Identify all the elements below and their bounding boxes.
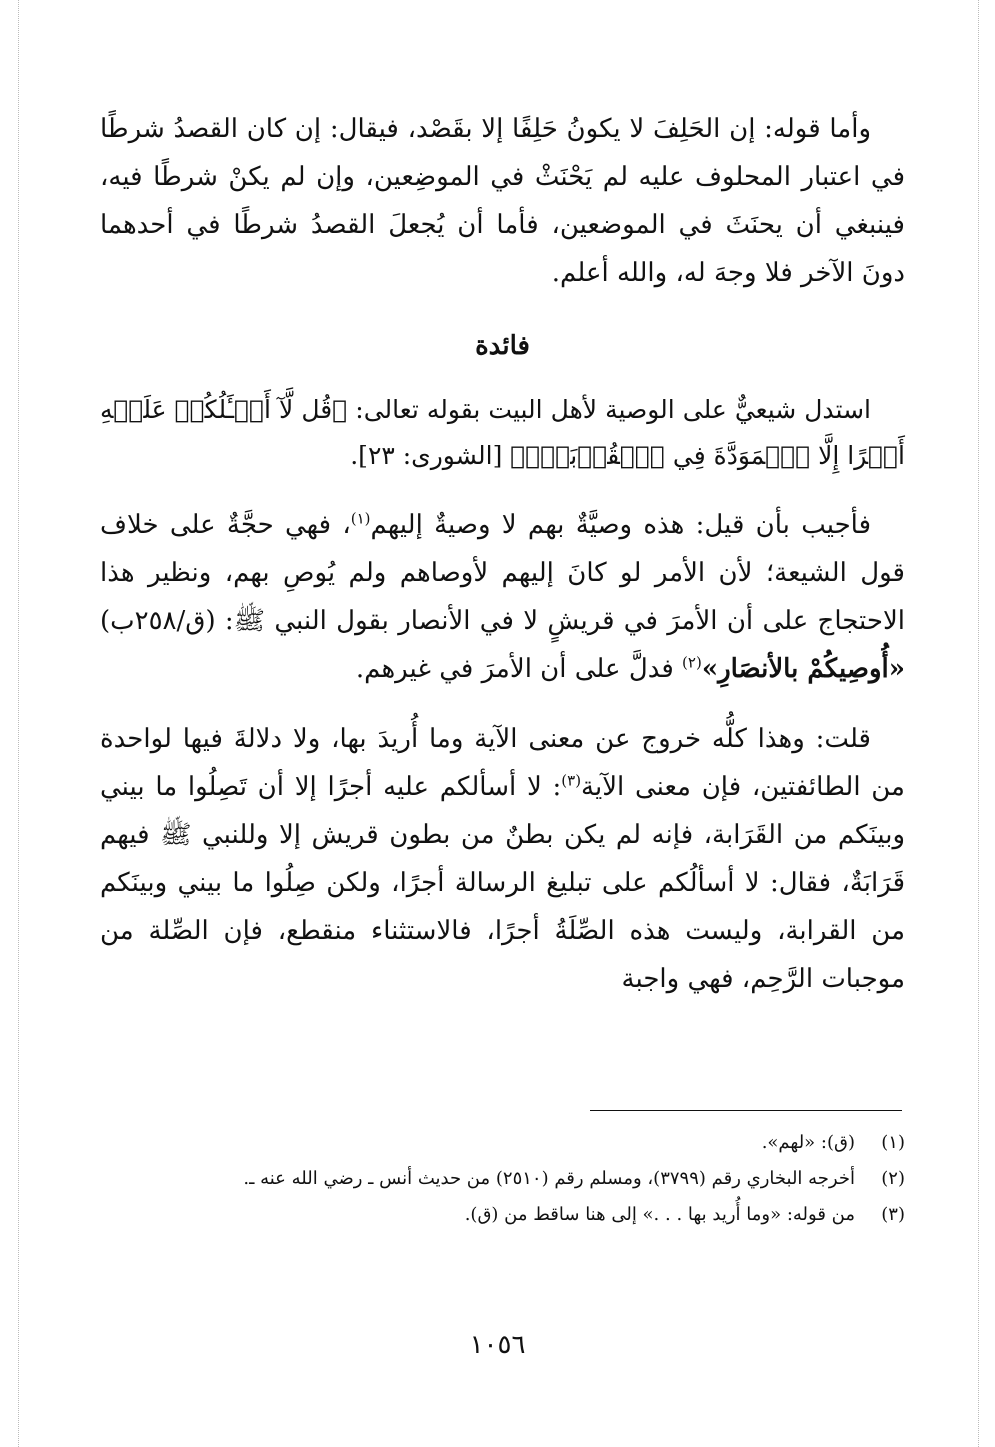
page-edge-right [978,0,979,1447]
paragraph-gap [100,479,905,501]
page-body [100,105,905,1003]
footnote-number: (٢) [881,1168,905,1189]
footnote-marker-2[interactable]: (٢) [682,653,702,672]
quran-reference: [الشورى: ٢٣]. [350,441,511,470]
footnote-item [100,1164,905,1194]
paragraph-gap [100,693,905,715]
page-number: ١٠٥٦ [469,1330,526,1360]
footnote-marker-3[interactable]: (٣) [561,771,582,790]
footnote-text: من قوله: «وما أُريد بها . . .» إلى هنا ساقط من (ق). [464,1204,855,1225]
quran-verse: ﴿قُل لَّآ أَسۡـَٔلُكُمۡ عَلَيۡهِ أَجۡرًا إِلَّا ٱلۡمَوَدَّةَ فِي ٱلۡقُرۡبَىٰۗ﴾ [100,395,905,470]
hadith-quote: «أُوصِيكُمْ بالأنصَارِ» [701,654,905,684]
reply-text-2: ، فهي حجَّةٌ على خلاف قول الشيعة؛ لأن الأمر لو كانَ إليهم لأوصاهم ولم يُوصِ بهم، ونظير هذا الاحتجاج على أن الأمرَ في قريشٍ لا في الأنصار بقول النبي ﷺ: (ق/٢٥٨ب) [100,510,905,636]
footnote-separator [590,1110,902,1111]
footnote-number: (١) [881,1132,905,1153]
paragraph-shia-argument [100,387,905,479]
footnote-item [100,1128,905,1158]
footnote-text: (ق): «لهم». [761,1132,855,1153]
page-edge-left [18,0,19,1447]
paragraph-oath-intent: وأما قوله: إن الحَلِفَ لا يكونُ حَلِفًا إلا بقَصْد، فيقال: إن كان القصدُ شرطًا في اعتبار المحلوف عليه لم يَحْنَثْ في الموضِعين، وإن لم يكنْ شرطًا فيه، فينبغي أن يحنَثَ في الموضعين، فأما أن يُجعلَ القصدُ شرطًا في أحدهما دونَ الآخر فلا وجهَ له، والله أعلم. [100,114,905,288]
comment-text-1: قلت: وهذا كلُّه خروج عن معنى الآية وما أُريدَ بها، ولا دلالةَ فيها لواحدة من الطائفتين، فإن معنى الآية [100,724,905,802]
footnotes [100,1128,905,1236]
footnote-number: (٣) [881,1204,905,1225]
paragraph-author-comment [100,715,905,1003]
footnote-marker-1[interactable]: (١) [350,509,371,528]
reply-text-1: فأجيب بأن قيل: هذه وصيَّةٌ بهم لا وصيةٌ إليهم [370,510,871,540]
footnote-item [100,1200,905,1230]
section-heading: فائدة [475,331,530,361]
comment-text-2: : لا أسألكم عليه أجرًا إلا أن تَصِلُوا ما بيني وبينَكم من القَرَابة، فإنه لم يكن بطنٌ من بطون قريش إلا وللنبي ﷺ فيهم قَرَابَةٌ، فقال: لا أسألُكم على تبليغ الرسالة أجرًا، ولكن صِلُوا ما بيني وبينَكم من القرابة، وليست هذه الصِّلَةُ أجرًا، فالاستثناء منقطع، فإن الصِّلة من موجبات الرَّحِم، فهي واجبة [100,772,905,994]
shia-argument-text: استدل شيعيٌّ على الوصية لأهل البيت بقوله تعالى: [347,395,871,424]
reply-text-3: فدلَّ على أن الأمرَ في غيرهم. [355,654,683,684]
paragraph-reply [100,501,905,693]
footnote-text: أخرجه البخاري رقم (٣٧٩٩)، ومسلم رقم (٢٥١٠) من حديث أنس ـ رضي الله عنه ـ. [243,1168,855,1189]
